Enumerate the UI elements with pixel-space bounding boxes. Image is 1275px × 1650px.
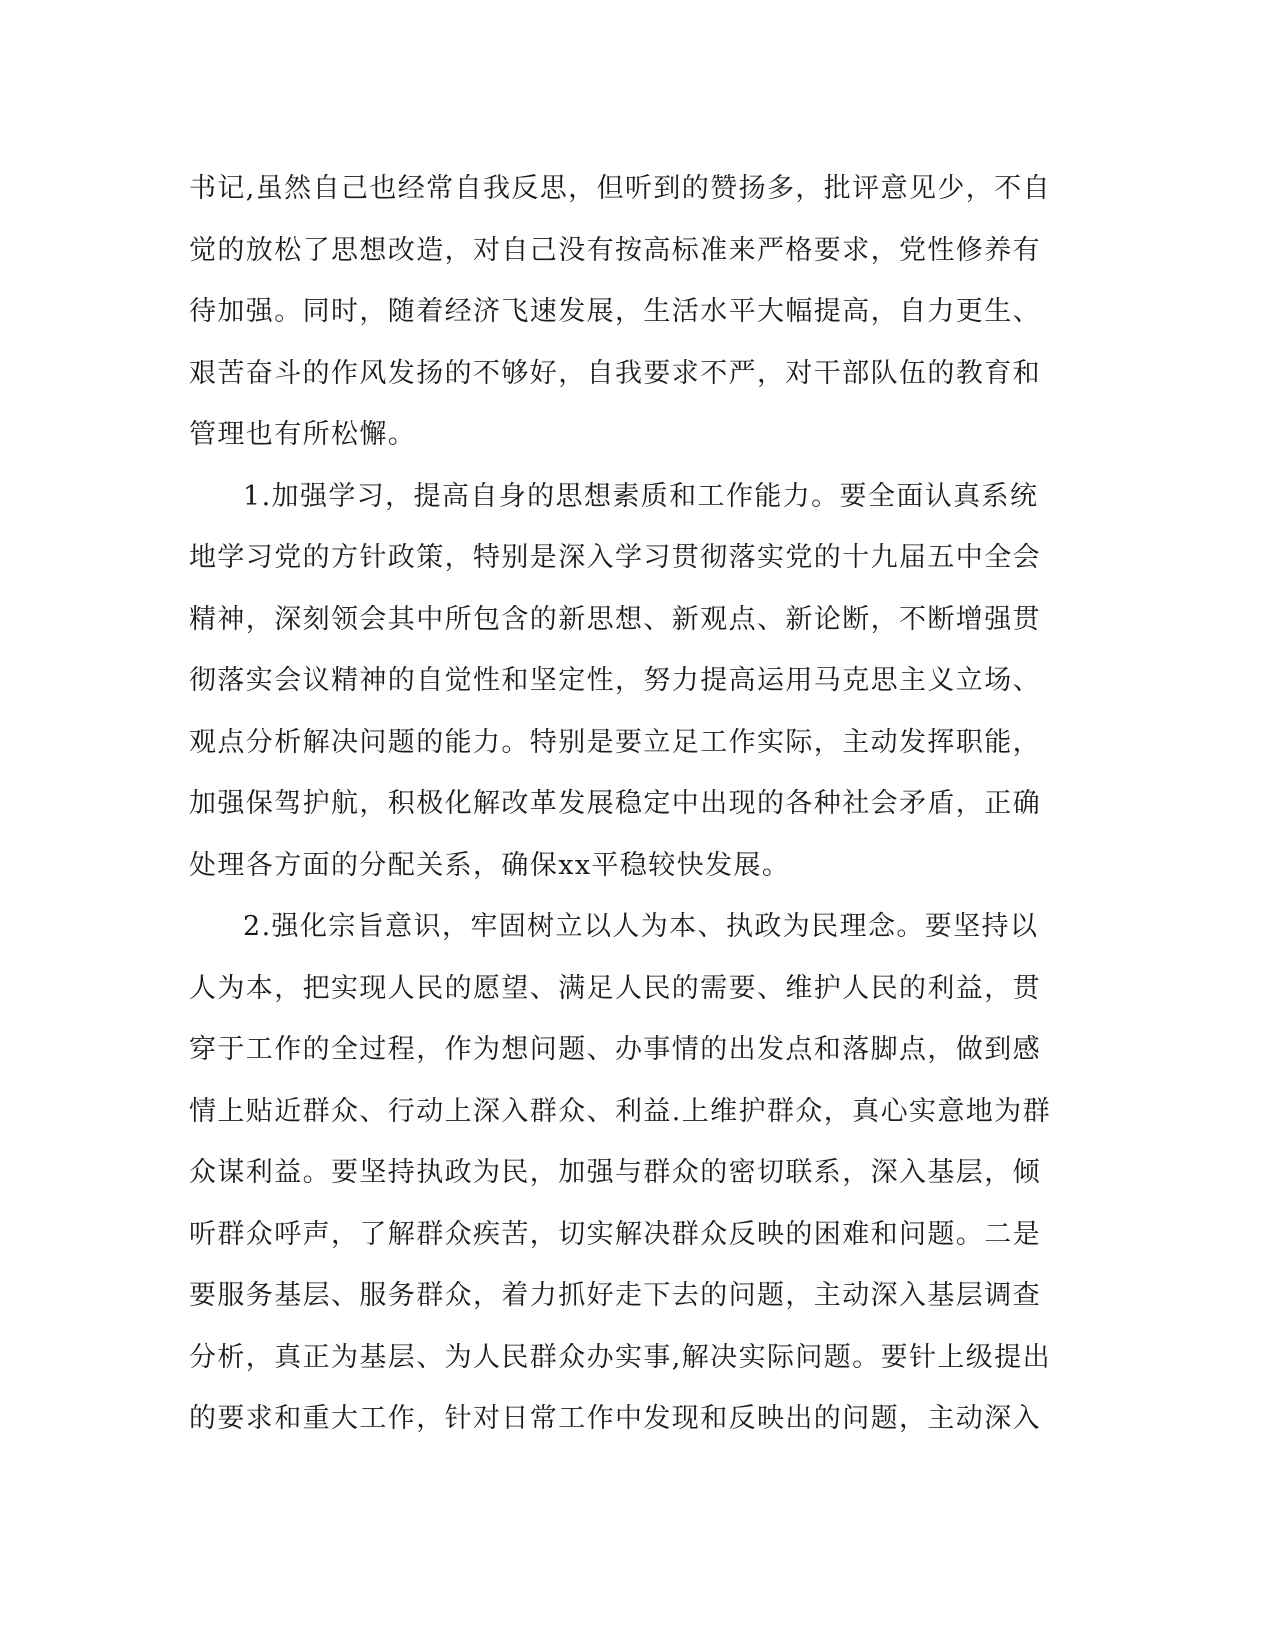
paragraph-line: 处理各方面的分配关系，确保xx平稳较快发展。	[189, 849, 791, 881]
paragraph-line: 管理也有所松懈。	[189, 419, 417, 450]
paragraph-line: 彻落实会议精神的自觉性和坚定性，努力提高运用马克思主义立场、	[189, 665, 1041, 696]
paragraph-line: 分析，真正为基层、为人民群众办实事,解决实际问题。要针上级提出	[189, 1341, 1051, 1373]
paragraph-line: 待加强。同时，随着经济飞速发展，生活水平大幅提高，自力更生、	[189, 296, 1041, 327]
document-body	[189, 158, 1076, 1450]
paragraph-line: 人为本，把实现人民的愿望、满足人民的需要、维护人民的利益，贯	[189, 972, 1041, 1004]
paragraph-line: 地学习党的方针政策，特别是深入学习贯彻落实党的十九届五中全会	[189, 542, 1041, 573]
paragraph-line: 2.强化宗旨意识，牢固树立以人为本、执政为民理念。要坚持以	[243, 911, 1039, 942]
paragraph-line: 众谋利益。要坚持执政为民，加强与群众的密切联系，深入基层，倾	[189, 1157, 1041, 1188]
paragraph-line: 觉的放松了思想改造，对自己没有按高标准来严格要求，党性修养有	[189, 234, 1041, 266]
paragraph-line: 1.加强学习，提高自身的思想素质和工作能力。要全面认真系统	[243, 480, 1039, 512]
paragraph-1	[189, 158, 1076, 466]
paragraph-line: 听群众呼声，了解群众疾苦，切实解决群众反映的困难和问题。二是	[189, 1218, 1041, 1250]
paragraph-line: 要服务基层、服务群众，着力抓好走下去的问题，主动深入基层调查	[189, 1280, 1041, 1311]
paragraph-line: 书记,虽然自己也经常自我反思，但听到的赞扬多，批评意见少，不自	[189, 173, 1051, 204]
paragraph-3	[189, 896, 1076, 1450]
paragraph-line: 的要求和重大工作，针对日常工作中发现和反映出的问题，主动深入	[189, 1403, 1041, 1434]
paragraph-line: 精神，深刻领会其中所包含的新思想、新观点、新论断，不断增强贯	[189, 603, 1041, 635]
paragraph-2	[189, 466, 1076, 897]
paragraph-line: 加强保驾护航，积极化解改革发展稳定中出现的各种社会矛盾，正确	[189, 788, 1041, 819]
paragraph-line: 情上贴近群众、行动上深入群众、利益.上维护群众，真心实意地为群	[189, 1095, 1051, 1127]
paragraph-line: 穿于工作的全过程，作为想问题、办事情的出发点和落脚点，做到感	[189, 1034, 1041, 1065]
paragraph-line: 观点分析解决问题的能力。特别是要立足工作实际，主动发挥职能，	[189, 726, 1041, 758]
paragraph-line: 艰苦奋斗的作风发扬的不够好，自我要求不严，对干部队伍的教育和	[189, 357, 1041, 389]
